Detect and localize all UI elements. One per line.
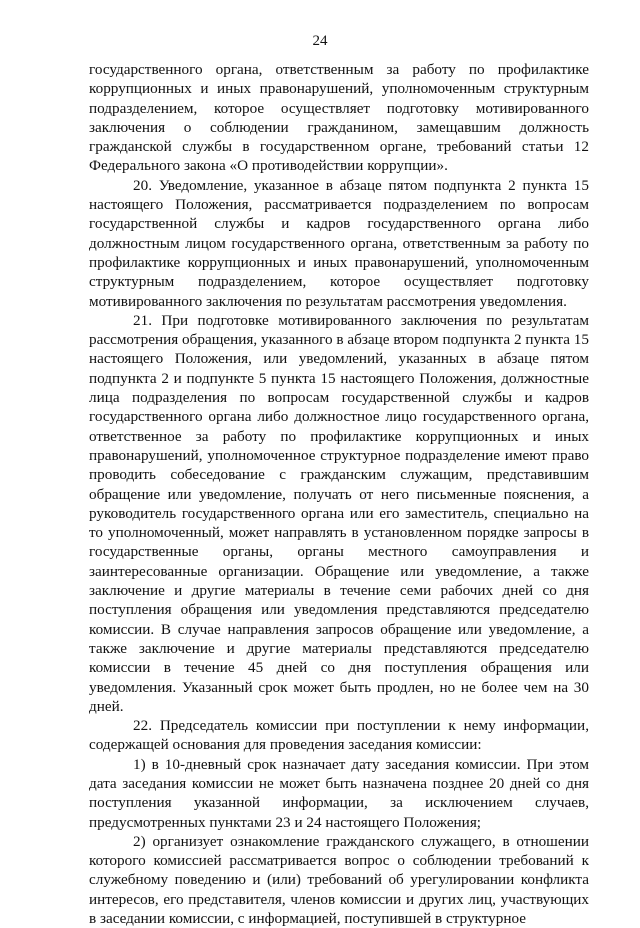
- page-number: 24: [312, 33, 328, 49]
- paragraph-20: 20. Уведомление, указанное в абзаце пятом подпункта 2 пункта 15 настоящего Положения, рассматривается подразделением по вопросам государственной службы и кадров государственного органа либо должностным лицом государственного органа, ответственным за работу по профилактике коррупционных и иных правонарушений, уполномоченным структурным подразделением, которое осуществляет подготовку мотивированного заключения по результатам рассмотрения уведомления.: [89, 176, 589, 310]
- paragraph-22-item-2: 2) организует ознакомление гражданского служащего, в отношении которого комиссией рассматривается вопрос о соблюдении требований к служебному поведению и (или) требований об урегулировании конфликта интересов, его представителя, членов комиссии и других лиц, участвующих в заседании комиссии, с информацией, поступившей в структурное: [89, 832, 589, 928]
- paragraph-22: 22. Председатель комиссии при поступлении к нему информации, содержащей основания для проведения заседания комиссии:: [89, 717, 589, 754]
- document-body: [89, 60, 589, 928]
- paragraph-22-item-1: 1) в 10-дневный срок назначает дату заседания комиссии. При этом дата заседания комиссии не может быть назначена позднее 20 дней со дня поступления указанной информации, за исключением случаев, предусмотренных пунктами 23 и 24 настоящего Положения;: [89, 755, 589, 831]
- paragraph-21: 21. При подготовке мотивированного заключения по результатам рассмотрения обращения, указанного в абзаце втором подпункта 2 пункта 15 настоящего Положения, или уведомлений, указанных в абзаце пятом подпункта 2 и подпункте 5 пункта 15 настоящего Положения, должностные лица подразделения по вопросам государственной службы и кадров государственного органа либо должностное лицо государственного органа, ответственное за работу по профилактике коррупционных и иных правонарушений, уполномоченное структурное подразделение имеют право проводить собеседование с гражданским служащим, представившим обращение или уведомление, получать от него письменные пояснения, а руководитель государственного органа или его заместитель, специально на то уполномоченный, может направлять в установленном порядке запросы в государственные органы, органы местного самоуправления и заинтересованные организации. Обращение или уведомление, а также заключение и другие материалы в течение семи рабочих дней со дня поступления обращения или уведомления представляются председателю комиссии. В случае направления запросов обращение или уведомление, а также заключение и другие материалы представляются председателю комиссии в течение 45 дней со дня поступления обращения или уведомления. Указанный срок может быть продлен, но не более чем на 30 дней.: [89, 311, 589, 715]
- paragraph-continuation: государственного органа, ответственным за работу по профилактике коррупционных и иных правонарушений, уполномоченным структурным подразделением, которое осуществляет подготовку мотивированного заключения о соблюдении гражданином, замещавшим должность гражданской службы в государственном органе, требований статьи 12 Федерального закона «О противодействии коррупции».: [89, 61, 589, 175]
